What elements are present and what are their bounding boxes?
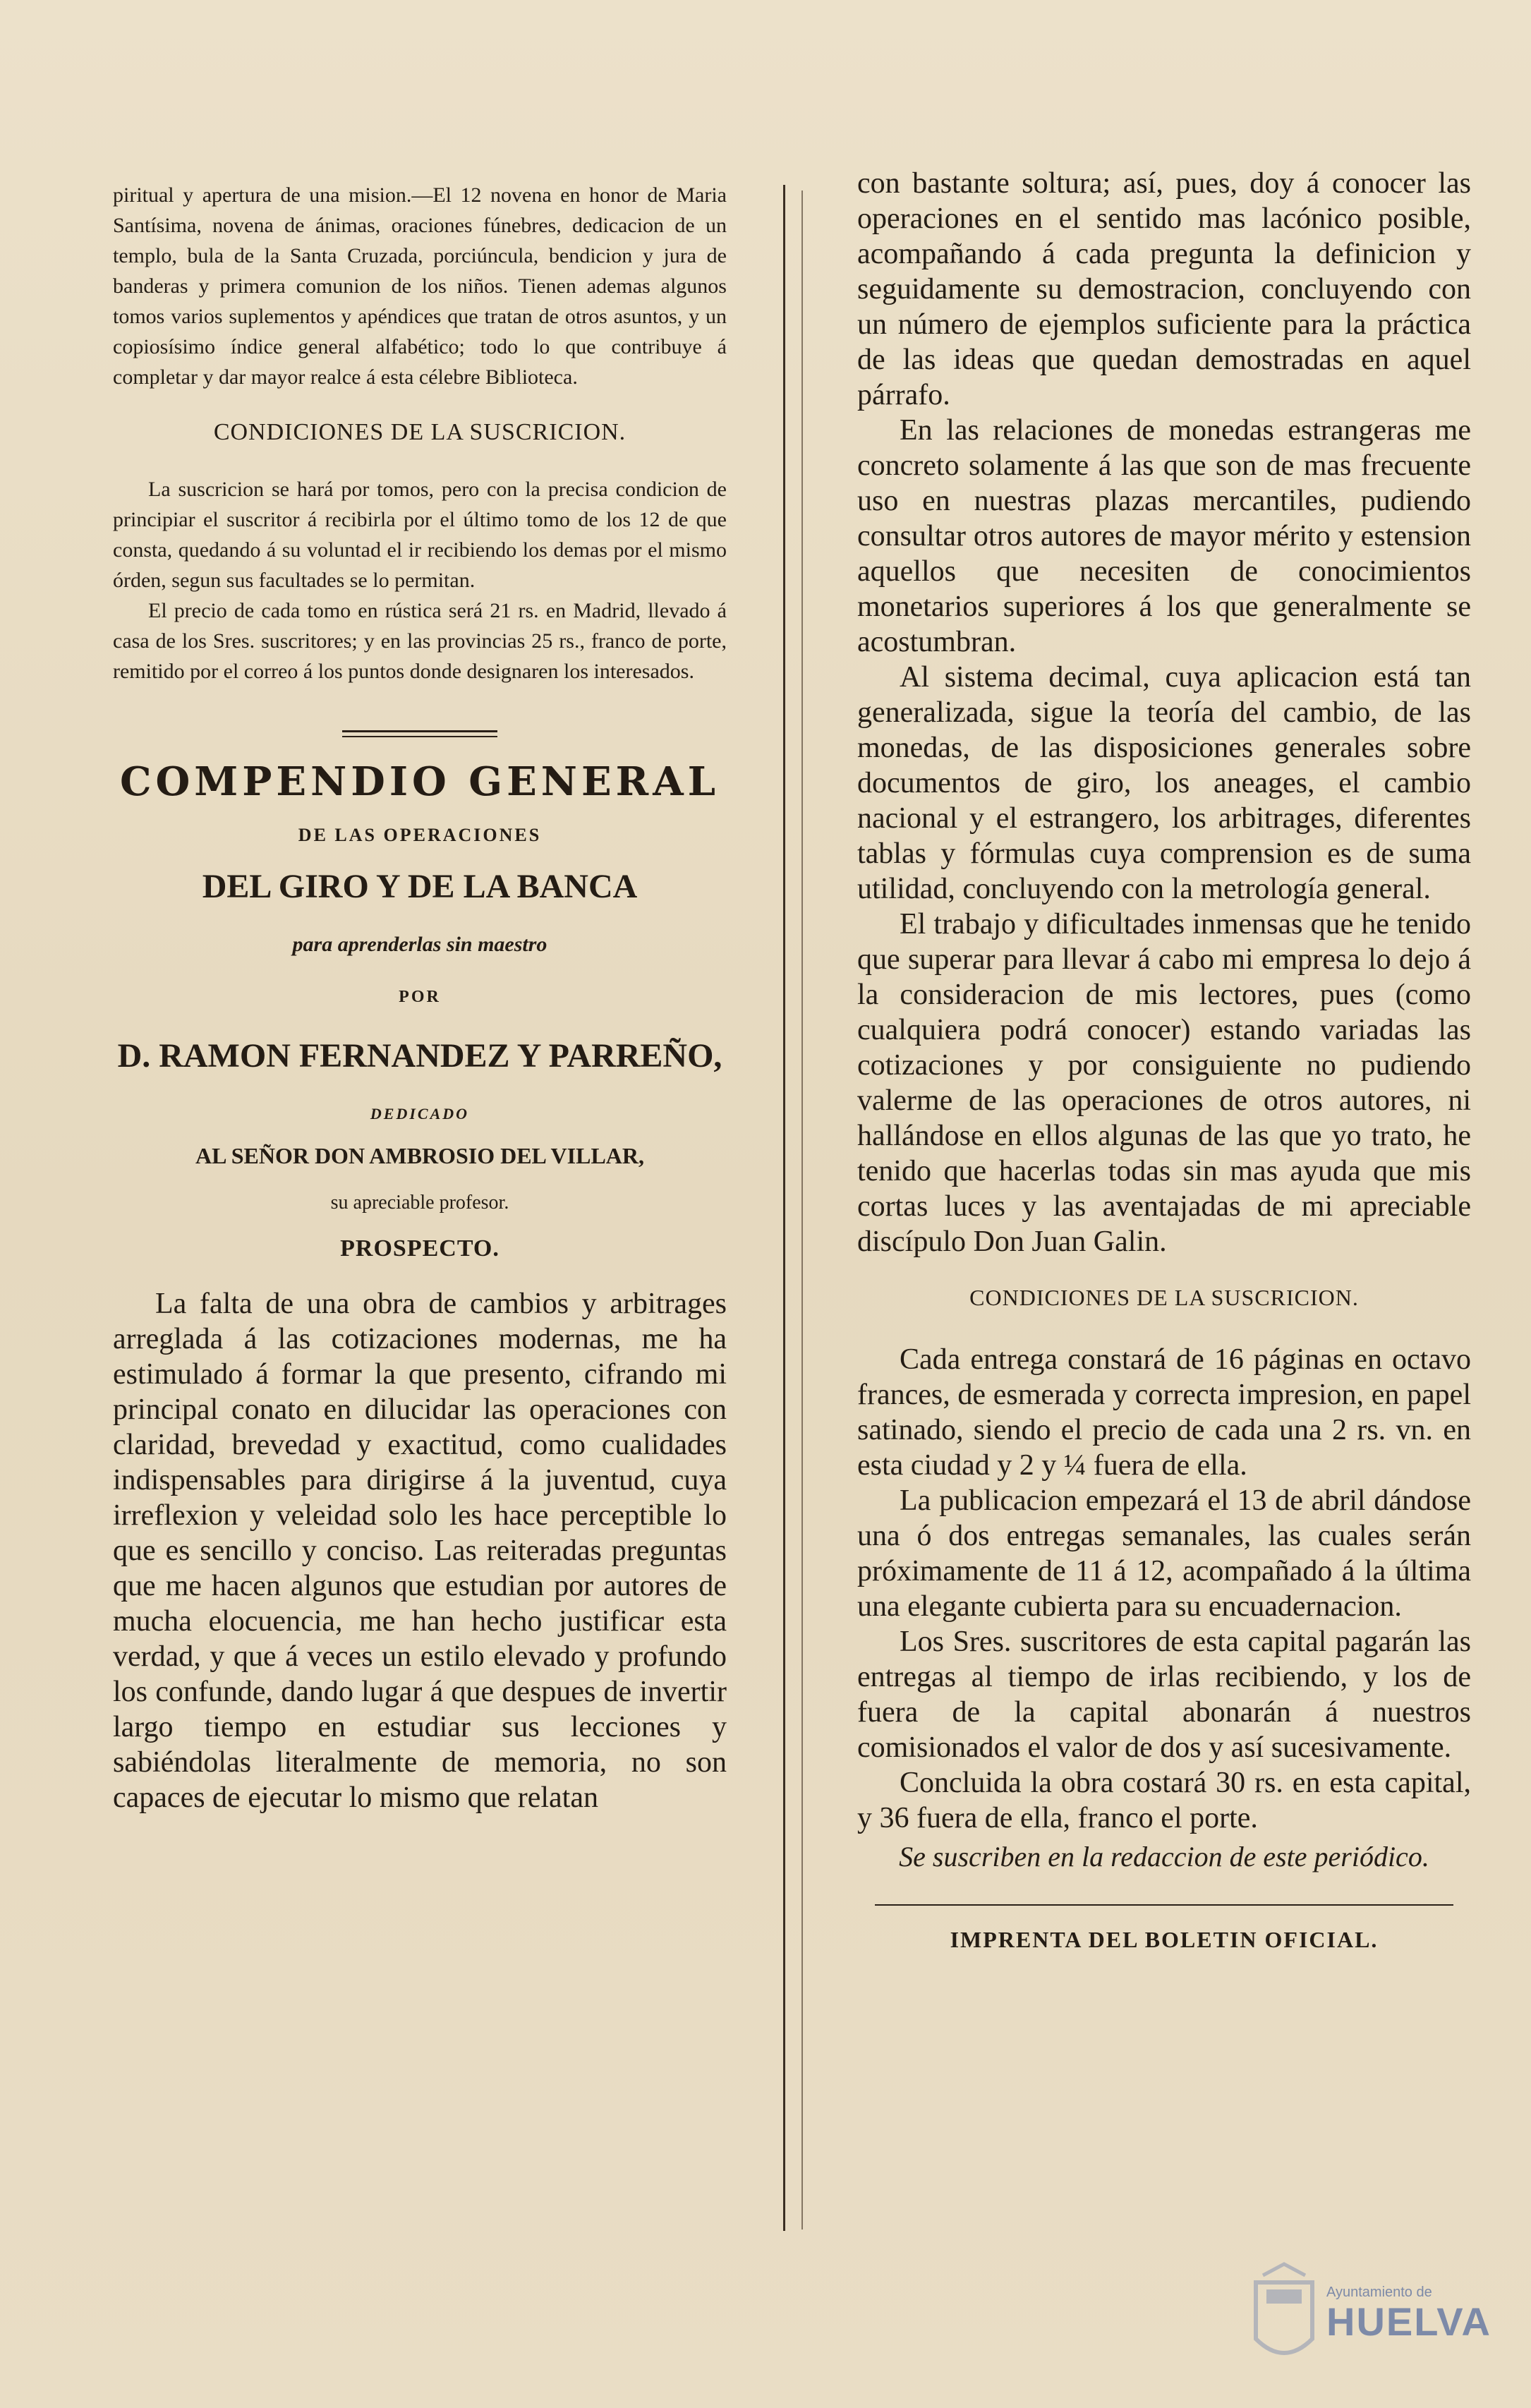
printer-imprint: IMPRENTA DEL BOLETIN OFICIAL. [950,1927,1379,1952]
column-divider-secondary [801,190,803,2229]
right-condition-1: Cada entrega constará de 16 páginas en octavo frances, de esmerada y correcta impresion, en papel satinado, siendo el precio de cada una 2 rs. vn. en esta ciudad y 2 y ¼ fuera de ella. [857,1343,1471,1482]
right-paragraph-2: En las relaciones de monedas estrangeras me concreto solamente á las que son de mas frecuente uso en nuestras plazas mercantiles, pudiendo consultar otros autores de mayor mérito y estension aquellos que necesiten de conocimientos monetarios superiores á los que generalmente se acostumbran. [857,414,1471,658]
watermark-line-1: Ayuntamiento de [1326,2285,1432,2300]
right-paragraph-3: Al sistema decimal, cuya aplicacion está tan generalizada, sigue la teoría del cambio, de las monedas, de las disposiciones generales sobre documentos de giro, los aneages, el cambio nacional y el estrangero, los arbitrages, diferentes tablas y fórmulas cuya comprension es de suma utilidad, concluyendo con la metrología general. [857,661,1471,905]
by-label: POR [399,988,441,1006]
intro-paragraph: piritual y apertura de una mision.—El 12 novena en honor de Maria Santísima, novena de ánimas, oraciones fúnebres, dedicacion de un templo, bula de la Santa Cruzada, porciúncula, bendicion y jura de banderas y primera comunion de los niños. Tienen ademas algunos tomos varios suplementos y apéndices que tratan de otros asuntos, y un copiosísimo índice general alfabético; todo lo que contribuye á completar y dar mayor realce á esta célebre Biblioteca. [113,183,727,389]
left-column [113,180,727,1815]
book-subtitle-2: DEL GIRO Y DE LA BANCA [202,868,638,905]
prospecto-paragraph: La falta de una obra de cambios y arbitrages arreglada á las cotizaciones modernas, me ha estimulado á formar la que presento, cifrando mi principal conato en dilucidar las operaciones con claridad, brevedad y exactitud, como cualidades indispensables para dirigirse á la juventud, cuya irreflexion y veleidad solo les hace perceptible lo que es sencillo y conciso. Las reiteradas preguntas que me hacen algunos que estudian por autores de mucha elocuencia, me han hecho justificar esta verdad, y que á veces un estilo elevado y profundo los confunde, dando lugar á que despues de invertir largo tiempo en estudiar sus lecciones y sabiéndolas literalmente de memoria, no son capaces de ejecutar lo mismo que relatan [113,1288,727,1814]
right-paragraph-1: con bastante soltura; así, pues, doy á conocer las operaciones en el sentido mas lacónico posible, acompañando á cada pregunta la definicion y seguidamente su demostracion, concluyendo con un número de ejemplos suficiente para la práctica de las ideas que quedan demostradas en aquel párrafo. [857,167,1471,411]
prospecto-heading: PROSPECTO. [340,1235,500,1262]
section-divider [342,730,497,737]
book-title: COMPENDIO GENERAL [119,758,720,805]
footer-rule [875,1904,1453,1906]
right-condition-3: Los Sres. suscritores de esta capital pagarán las entregas al tiempo de irlas recibiendo, y los de fuera de la capital abonarán á nuestros comisionados el valor de dos y así sucesivamente. [857,1626,1471,1764]
dedicatee-name: AL SEÑOR DON AMBROSIO DEL VILLAR, [195,1143,644,1168]
book-subtitle-3: para aprenderlas sin maestro [292,933,547,956]
right-paragraph-4: El trabajo y dificultades inmensas que he tenido que superar para llevar á cabo mi empresa lo dejo á la consideracion de mis lectores, pues (como cualquiera podrá conocer) estando variadas las cotizaciones y por consiguiente no pudiendo valerme de las operaciones de otros autores, ni hallándose en ellos algunas de las que yo trato, he tenido que hacerlas todas sin mas ayuda que mis cortas luces y las aventajadas de mi apreciable discípulo Don Juan Galin. [857,908,1471,1258]
conditions-paragraph-1: La suscricion se hará por tomos, pero con la precisa condicion de principiar el suscritor á recibirla por el último tomo de los 12 de que consta, quedando á su voluntad el ir recibiendo los demas por el mismo órden, segun sus facultades se lo permitan. [113,478,727,592]
right-column [857,166,1471,1953]
dedicated-label: DEDICADO [370,1105,470,1123]
watermark-line-2: HUELVA [1326,2299,1491,2344]
book-subtitle-1: DE LAS OPERACIONES [298,825,542,845]
conditions-heading-left: CONDICIONES DE LA SUSCRICION. [213,419,627,445]
subscribe-note: Se suscriben en la redaccion de este periódico. [899,1841,1429,1872]
conditions-paragraph-2: El precio de cada tomo en rústica será 21 rs. en Madrid, llevado á casa de los Sres. suscritores; y en las provincias 25 rs., franco de porte, remitido por el correo á los puntos donde designaren los interesados. [113,599,727,683]
dedicatee-role: su apreciable profesor. [330,1192,509,1214]
column-divider [783,185,785,2231]
right-condition-4: Concluida la obra costará 30 rs. en esta capital, y 36 fuera de ella, franco el porte. [857,1767,1471,1834]
right-condition-2: La publicacion empezará el 13 de abril dándose una ó dos entregas semanales, las cuales serán próximamente de 11 á 12, acompañado á la última una elegante cubierta para su encuadernacion. [857,1484,1471,1623]
author-name: D. RAMON FERNANDEZ Y PARREÑO, [117,1037,722,1075]
conditions-heading-right: CONDICIONES DE LA SUSCRICION. [969,1285,1359,1310]
